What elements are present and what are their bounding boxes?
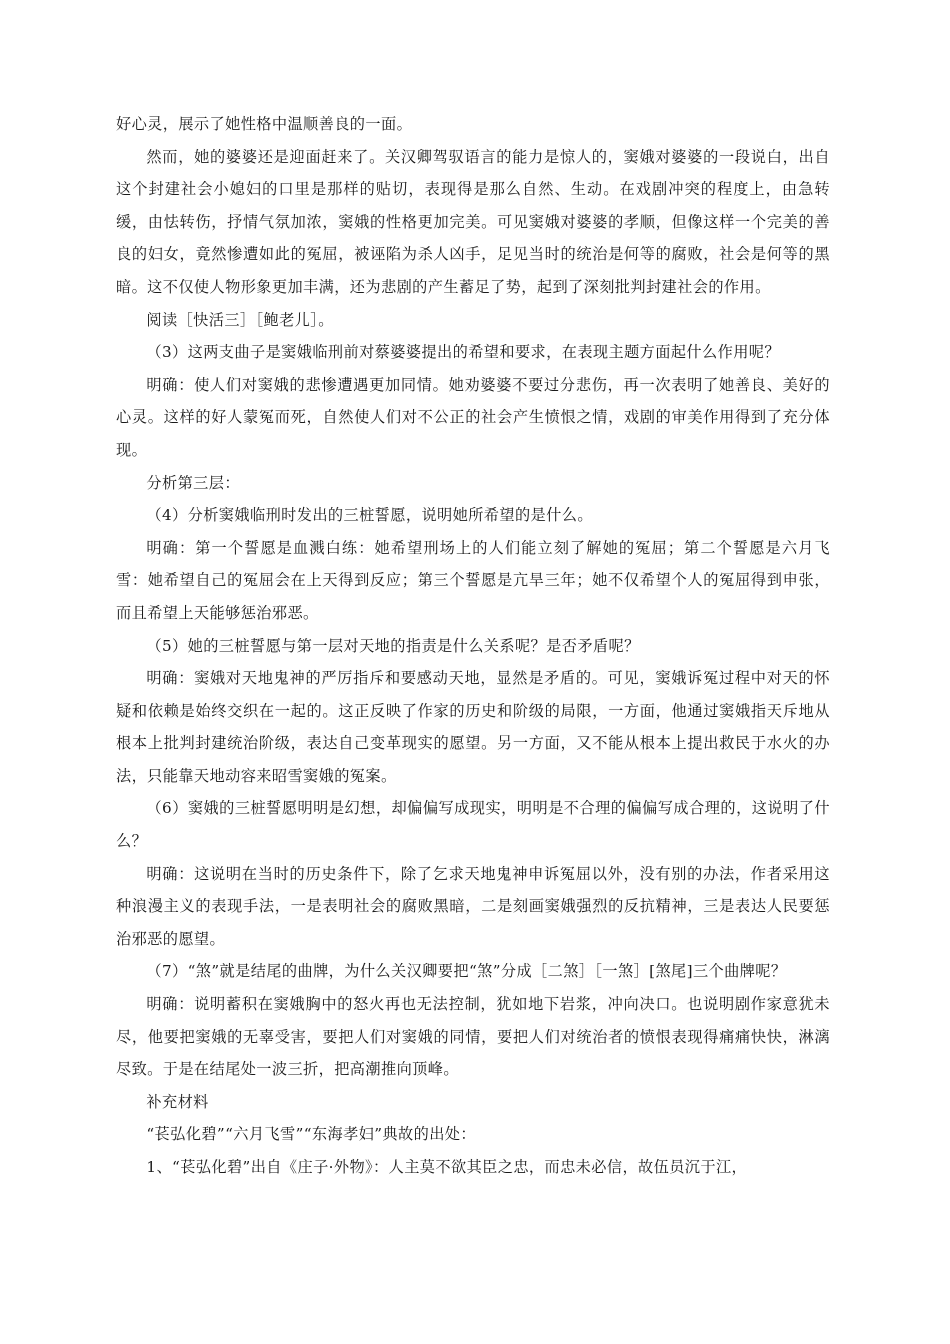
paragraph: “苌弘化碧”“六月飞雪”“东海孝妇”典故的出处： [146,1125,476,1144]
section-heading: 分析第三层： [146,473,240,492]
answer-paragraph: 明确：窦娥对天地鬼神的严厉指斥和要感动天地，显然是矛盾的。可见，窦娥诉冤过程中对天的怀疑和依赖是始终交织在一起的。这正反映了作家的历史和阶级的局限，一方面，他通过窦娥指天斥地从根本上批判封建统治阶级，表达自己变革现实的愿望。另一方面，又不能从根本上提出救民于水火的办法，只能靠天地动容来昭雪窦娥的冤案。 [116,669,830,785]
question-paragraph: （7）“煞”就是结尾的曲牌，为什么关汉卿要把“煞”分成［二煞］［一煞］[煞尾]三个曲牌呢？ [146,962,787,981]
paragraph: 1、“苌弘化碧”出自《庄子·外物》：人主莫不欲其臣之忠，而忠未必信，故伍员沉于江， [146,1158,748,1176]
question-paragraph: （6）窦娥的三桩誓愿明明是幻想，却偏偏写成现实，明明是不合理的偏偏写成合理的，这说明了什么？ [116,799,830,851]
question-paragraph: （3）这两支曲子是窦娥临刑前对蔡婆婆提出的希望和要求，在表现主题方面起什么作用呢？ [146,343,780,362]
question-paragraph: （4）分析窦娥临刑时发出的三桩誓愿，说明她所希望的是什么。 [146,506,593,525]
answer-paragraph: 明确：这说明在当时的历史条件下，除了乞求天地鬼神申诉冤屈以外，没有别的办法，作者采用这种浪漫主义的表现手法，一是表明社会的腐败黑暗，二是刻画窦娥强烈的反抗精神，三是表达人民要惩治邪恶的愿望。 [116,864,830,948]
paragraph: 然而，她的婆婆还是迎面赶来了。关汉卿驾驭语言的能力是惊人的，窦娥对婆婆的一段说白，出自这个封建社会小媳妇的口里是那样的贴切，表现得是那么自然、生动。在戏剧冲突的程度上，由急转缓，由怯转伤，抒情气氛加浓，窦娥的性格更加完美。可见窦娥对婆婆的孝顺，但像这样一个完美的善良的妇女，竟然惨遭如此的冤屈，被诬陷为杀人凶手，足见当时的统治是何等的腐败，社会是何等的黑暗。这不仅使人物形象更加丰满，还为悲剧的产生蓄足了势，起到了深刻批判封建社会的作用。 [116,147,830,296]
section-heading: 补充材料 [146,1092,209,1111]
answer-paragraph: 明确：说明蓄积在窦娥胸中的怒火再也无法控制，犹如地下岩浆，冲向决口。也说明剧作家意犹未尽，他要把窦娥的无辜受害，要把人们对窦娥的同情，要把人们对统治者的愤恨表现得痛痛快快，淋漓尽致。于是在结尾处一波三折，把高潮推向顶峰。 [116,995,830,1079]
document-page [116,108,830,1184]
question-paragraph: （5）她的三桩誓愿与第一层对天地的指责是什么关系呢？是否矛盾呢？ [146,636,640,655]
paragraph: 阅读［快活三］［鲍老儿］。 [146,310,334,329]
answer-paragraph: 明确：使人们对窦娥的悲惨遭遇更加同情。她劝婆婆不要过分悲伤，再一次表明了她善良、美好的心灵。这样的好人蒙冤而死，自然使人们对不公正的社会产生愤恨之情，戏剧的审美作用得到了充分体现。 [116,375,830,459]
answer-paragraph: 明确：第一个誓愿是血溅白练：她希望刑场上的人们能立刻了解她的冤屈；第二个誓愿是六月飞雪：她希望自己的冤屈会在上天得到反应；第三个誓愿是亢旱三年；她不仅希望个人的冤屈得到申张，而且希望上天能够惩治邪恶。 [116,538,830,622]
paragraph: 好心灵，展示了她性格中温顺善良的一面。 [116,115,413,133]
